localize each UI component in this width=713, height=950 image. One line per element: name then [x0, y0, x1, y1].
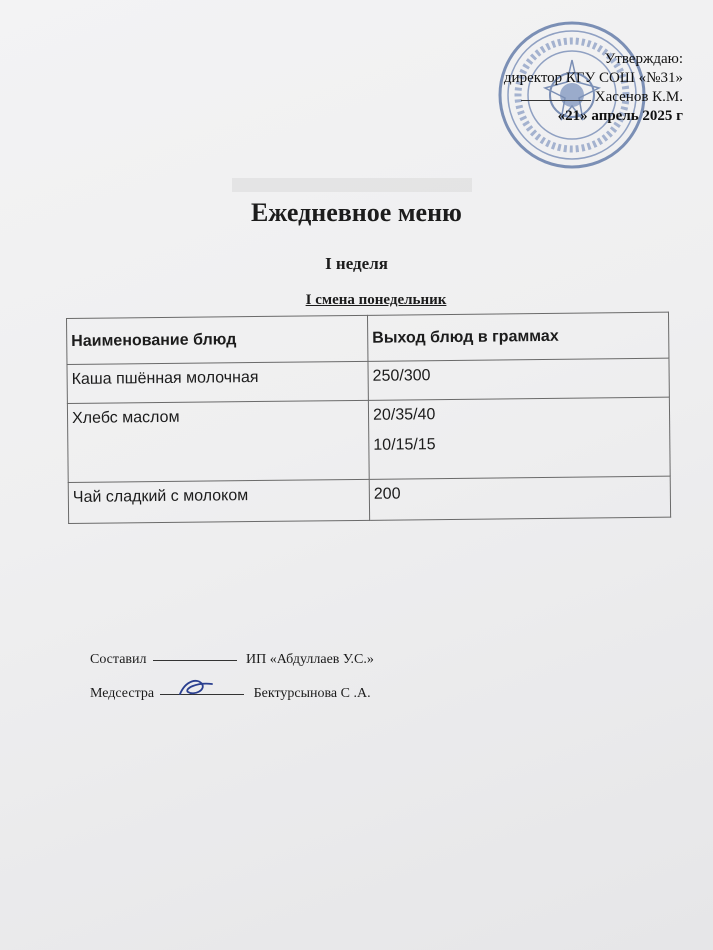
approval-director-name: Хасенов К.М.	[594, 89, 683, 105]
table-header-row	[67, 312, 669, 364]
table-row	[68, 476, 670, 523]
approval-line-2: директор КГУ СОШ «№31»	[503, 70, 683, 86]
table-row	[67, 397, 670, 482]
compiled-label: Составил	[90, 652, 147, 667]
approval-line-3	[504, 88, 683, 107]
compiled-by-line	[90, 652, 374, 668]
nurse-line	[90, 686, 371, 702]
grams-value: 200	[373, 485, 401, 503]
menu-table	[66, 312, 671, 524]
approval-line-1: Утверждаю:	[604, 51, 683, 67]
approval-date: «21» апрель 2025 г	[557, 108, 683, 124]
grams-value: 10/15/15	[373, 436, 436, 454]
dish-name: Чай сладкий с молоком	[68, 479, 369, 523]
approval-block	[504, 50, 683, 126]
signature-line	[153, 660, 237, 661]
table-row	[67, 358, 669, 403]
compiled-name: ИП «Абдуллаев У.С.»	[246, 652, 374, 667]
week-heading: I неделя	[325, 254, 388, 273]
page-title: Ежедневное меню	[251, 198, 462, 227]
dish-name: Каша пшённая молочная	[67, 361, 368, 403]
dish-grams	[368, 358, 669, 400]
handwritten-signature-icon	[176, 676, 216, 700]
dish-name: Хлебс маслом	[67, 400, 369, 482]
grams-value: 250/300	[372, 367, 431, 385]
dish-grams	[369, 476, 670, 520]
column-header-grams: Выход блюд в граммах	[367, 312, 668, 361]
nurse-name: Бектурсынова С .А.	[253, 686, 371, 701]
column-header-dish: Наименование блюд	[67, 315, 368, 364]
grams-value: 20/35/40	[372, 406, 436, 424]
nurse-label: Медсестра	[90, 686, 155, 701]
dish-grams	[368, 397, 670, 479]
shift-heading: I смена понедельник	[305, 292, 447, 308]
